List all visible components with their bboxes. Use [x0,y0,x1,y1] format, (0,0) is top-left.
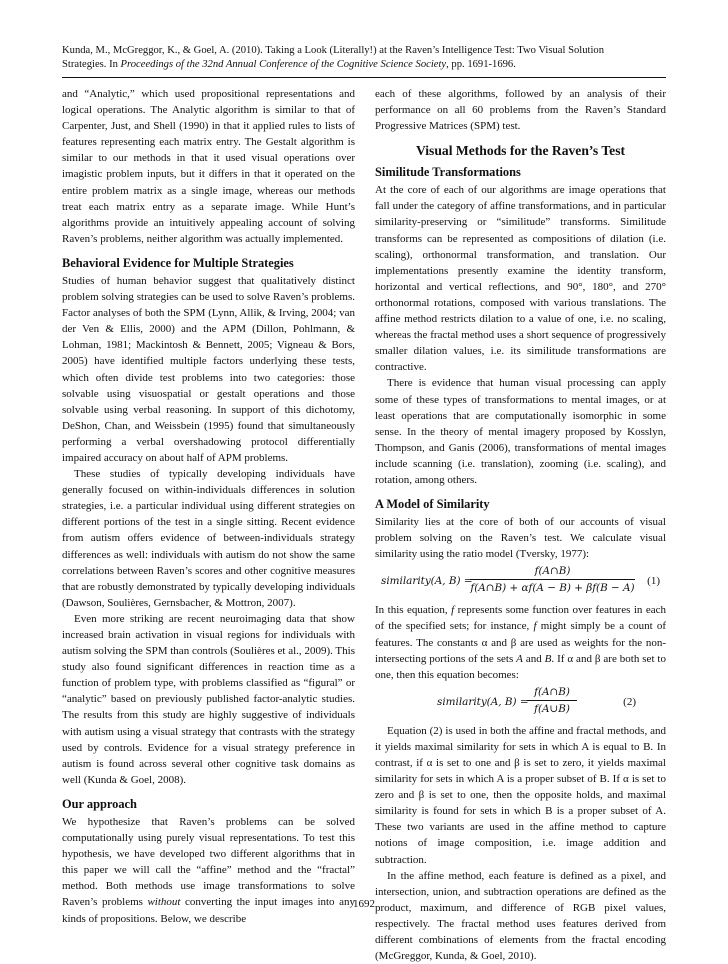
equation-numerator: f(A∩B) [527,685,577,701]
math-symbol: A [516,652,523,665]
equation-number: (2) [623,695,636,708]
paragraph: Equation (2) is used in both the affine and fractal methods, and it yields maximal similarity for sets in which A is equal to B. In contrast, if α is set to one and β is set to zero, it yields maximal similarity for sets in which A is a proper subset of B. If α is set to zero and β is set to one, then the opposite holds, and maximal similarity is found for sets in which B is a proper subset of A. These two variants are used in the affine method to capture notions of image composition, i.e. image addition and subtraction. [375,724,666,866]
paragraph [375,602,666,682]
text-run: represents some function over features in each of the specified sets; for instance, [375,604,667,633]
citation-text: Strategies. In [62,59,121,70]
section-heading-similitude: Similitude Transformations [375,165,521,180]
paragraph: Similarity lies at the core of both of our accounts of visual problem solving on the Raven’s test. We calculate visual similarity using the ratio model (Tversky, 1977): [375,516,666,561]
paragraph: each of these algorithms, followed by an analysis of their performance on all 60 problems from the Raven’s Standard Progressive Matrices (SPM) test. [375,88,666,133]
emphasis-text: without [147,896,181,909]
citation-header [62,44,672,72]
paragraph: In the affine method, each feature is defined as a pixel, and intersection, union, and subtraction operations are defined as the product, maximum, and difference of RGB pixel values, respectively. The fractal method uses features derived from different combinations of elements from the fractal encoding (McGreggor, Kunda, & Goel, 2010). [375,869,666,963]
math-symbol: f [533,620,537,633]
equation-fraction [470,564,635,596]
paragraph: There is evidence that human visual processing can apply some of these types of transformations to mental images, or at least operations that are computationally isomorphic in some sense. In the theory of mental imagery proposed by Kosslyn, Thompson, and Ganis (2006), transformations of mental images include scanning (i.e. translation), zooming (i.e. scaling), and rotation, among others. [375,377,666,486]
citation-pages: , pp. 1691-1696. [446,59,516,70]
citation-line-1: Kunda, M., McGreggor, K., & Goel, A. (2010). Taking a Look (Literally!) at the Raven’s Intelligence Test: Two Visual Solution [62,45,604,56]
equation-lhs: similarity(A, B) = [437,695,529,708]
text-run: . If α and β are both set to one, then this equation becomes: [375,652,666,681]
math-symbol: f [451,604,455,617]
section-heading-model-of-similarity: A Model of Similarity [375,497,490,512]
text-run: might simply be a count of features. The constants α and β are used as weights for the non-intersecting portions of the sets [375,620,666,665]
citation-line-2 [62,58,672,72]
section-title-visual-methods: Visual Methods for the Raven’s Test [415,143,626,159]
paragraph: and “Analytic,” which used propositional representations and logical operations. The Analytic algorithm is similar to that of Carpenter, Just, and Shell (1990) in that it applied rules to lists of features representing each matrix entry. The Gestalt algorithm is similar to our methods in that it used visual operations over imagistic problem inputs, but it differs in that it operated on the entire problem matrix as a single image, whereas our methods treat each matrix entry as a separate image. While Hunt’s algorithms provide an intuitively appealing account of solving Raven’s problems, neither algorithm was actually implemented. [62,88,355,245]
text-run: and [522,652,545,665]
equation-2 [375,685,666,719]
text-run: converting the input images into any kinds of propositions. Below, we describe [62,896,355,925]
paragraph: At the core of each of our algorithms are image operations that fall under the category of affine transformations, and in particular similarity-preserving or “similitude” transforms. Similitude transforms can be represented as compositions of dilation (i.e. scaling), orthonormal transformation, and translation. Our implementations presently examine the identity transform, horizontal and vertical reflections, and 90°, 180°, and 270° orthonormal rotations, composed with various translations. The affine method restricts dilation to a value of one, i.e. no scaling, whereas the fractal method uses a short sequence of progressively smaller dilation values, i.e. its similitude transformations are contractive. [375,184,666,374]
citation-venue: Proceedings of the 32nd Annual Conference of the Cognitive Science Society [120,59,447,70]
section-heading-behavioral-evidence: Behavioral Evidence for Multiple Strategies [62,255,294,270]
text-run: We hypothesize that Raven’s problems can be solved computationally using purely visual representations. To test this hypothesis, we have developed two different algorithms that in this paper we will call the “affine” method and the “fractal” method. Both methods use image transformations to solve Raven’s problems [62,815,355,909]
page-number: 1692 [353,898,375,910]
equation-fraction [527,685,577,717]
right-column [375,86,666,964]
paragraph: Studies of human behavior suggest that qualitatively distinct problem solving strategies can be used to solve Raven’s problems. Factor analyses of both the SPM (Lynn, Allik, & Irving, 2004; van der Ven & Ellis, 2000) and the APM (Dillon, Pohlmann, & Lohman, 1981; Mackintosh & Bennett, 2005; Vigneau & Bors, 2005) have identified multiple factors underlying these tests, which often divide test problems into two categories: those solvable using visuospatial or gestalt operations and those solvable using verbal reasoning. In support of this dichotomy, DeShon, Chan, and Weissbein (1995) found that simultaneously performing a verbal overshadowing protocol differentially impaired accuracy on about half of APM problems. [62,274,355,464]
equation-denominator: f(A∩B) + αf(A − B) + βf(B − A) [470,582,635,595]
equation-lhs: similarity(A, B) = [381,575,473,588]
equation-denominator: f(A∪B) [534,702,570,715]
paragraph: These studies of typically developing individuals have generally focused on within-individuals differences in solution strategies, i.e. a particular individual using different strategies on different portions of the test in a single sitting. Recent evidence from autism offers evidence of between-individuals strategy differences as well: individuals with autism do not show the same correlations between Raven’s scores and other cognitive measures that are robustly demonstrated by typically developing individuals (Dawson, Soulières, Gernsbacher, & Mottron, 2007). [62,468,355,609]
text-run: In this equation, [375,604,452,617]
header-rule [62,77,666,78]
left-column [62,86,355,927]
equation-number: (1) [647,575,660,588]
equation-numerator: f(A∩B) [470,564,635,580]
math-symbol: B [544,652,552,665]
paragraph: Even more striking are recent neuroimaging data that show increased brain activation in visual regions for individuals with autism solving the SPM than controls (Soulières et al., 2009). This study also found significant differences in reaction time as a function of problem type, with problems classified as “figural” or “analytic” based on previously published factor-analytic studies. The results from this study are highly suggestive of individuals with autism using a visual strategy that contrasts with the strategy used by controls. Evidence for a visual strategy preference in autism is found across several other cognitive task domains as well (Kunda & Goel, 2008). [62,612,355,786]
equation-1 [375,564,666,598]
section-heading-our-approach: Our approach [62,796,137,811]
